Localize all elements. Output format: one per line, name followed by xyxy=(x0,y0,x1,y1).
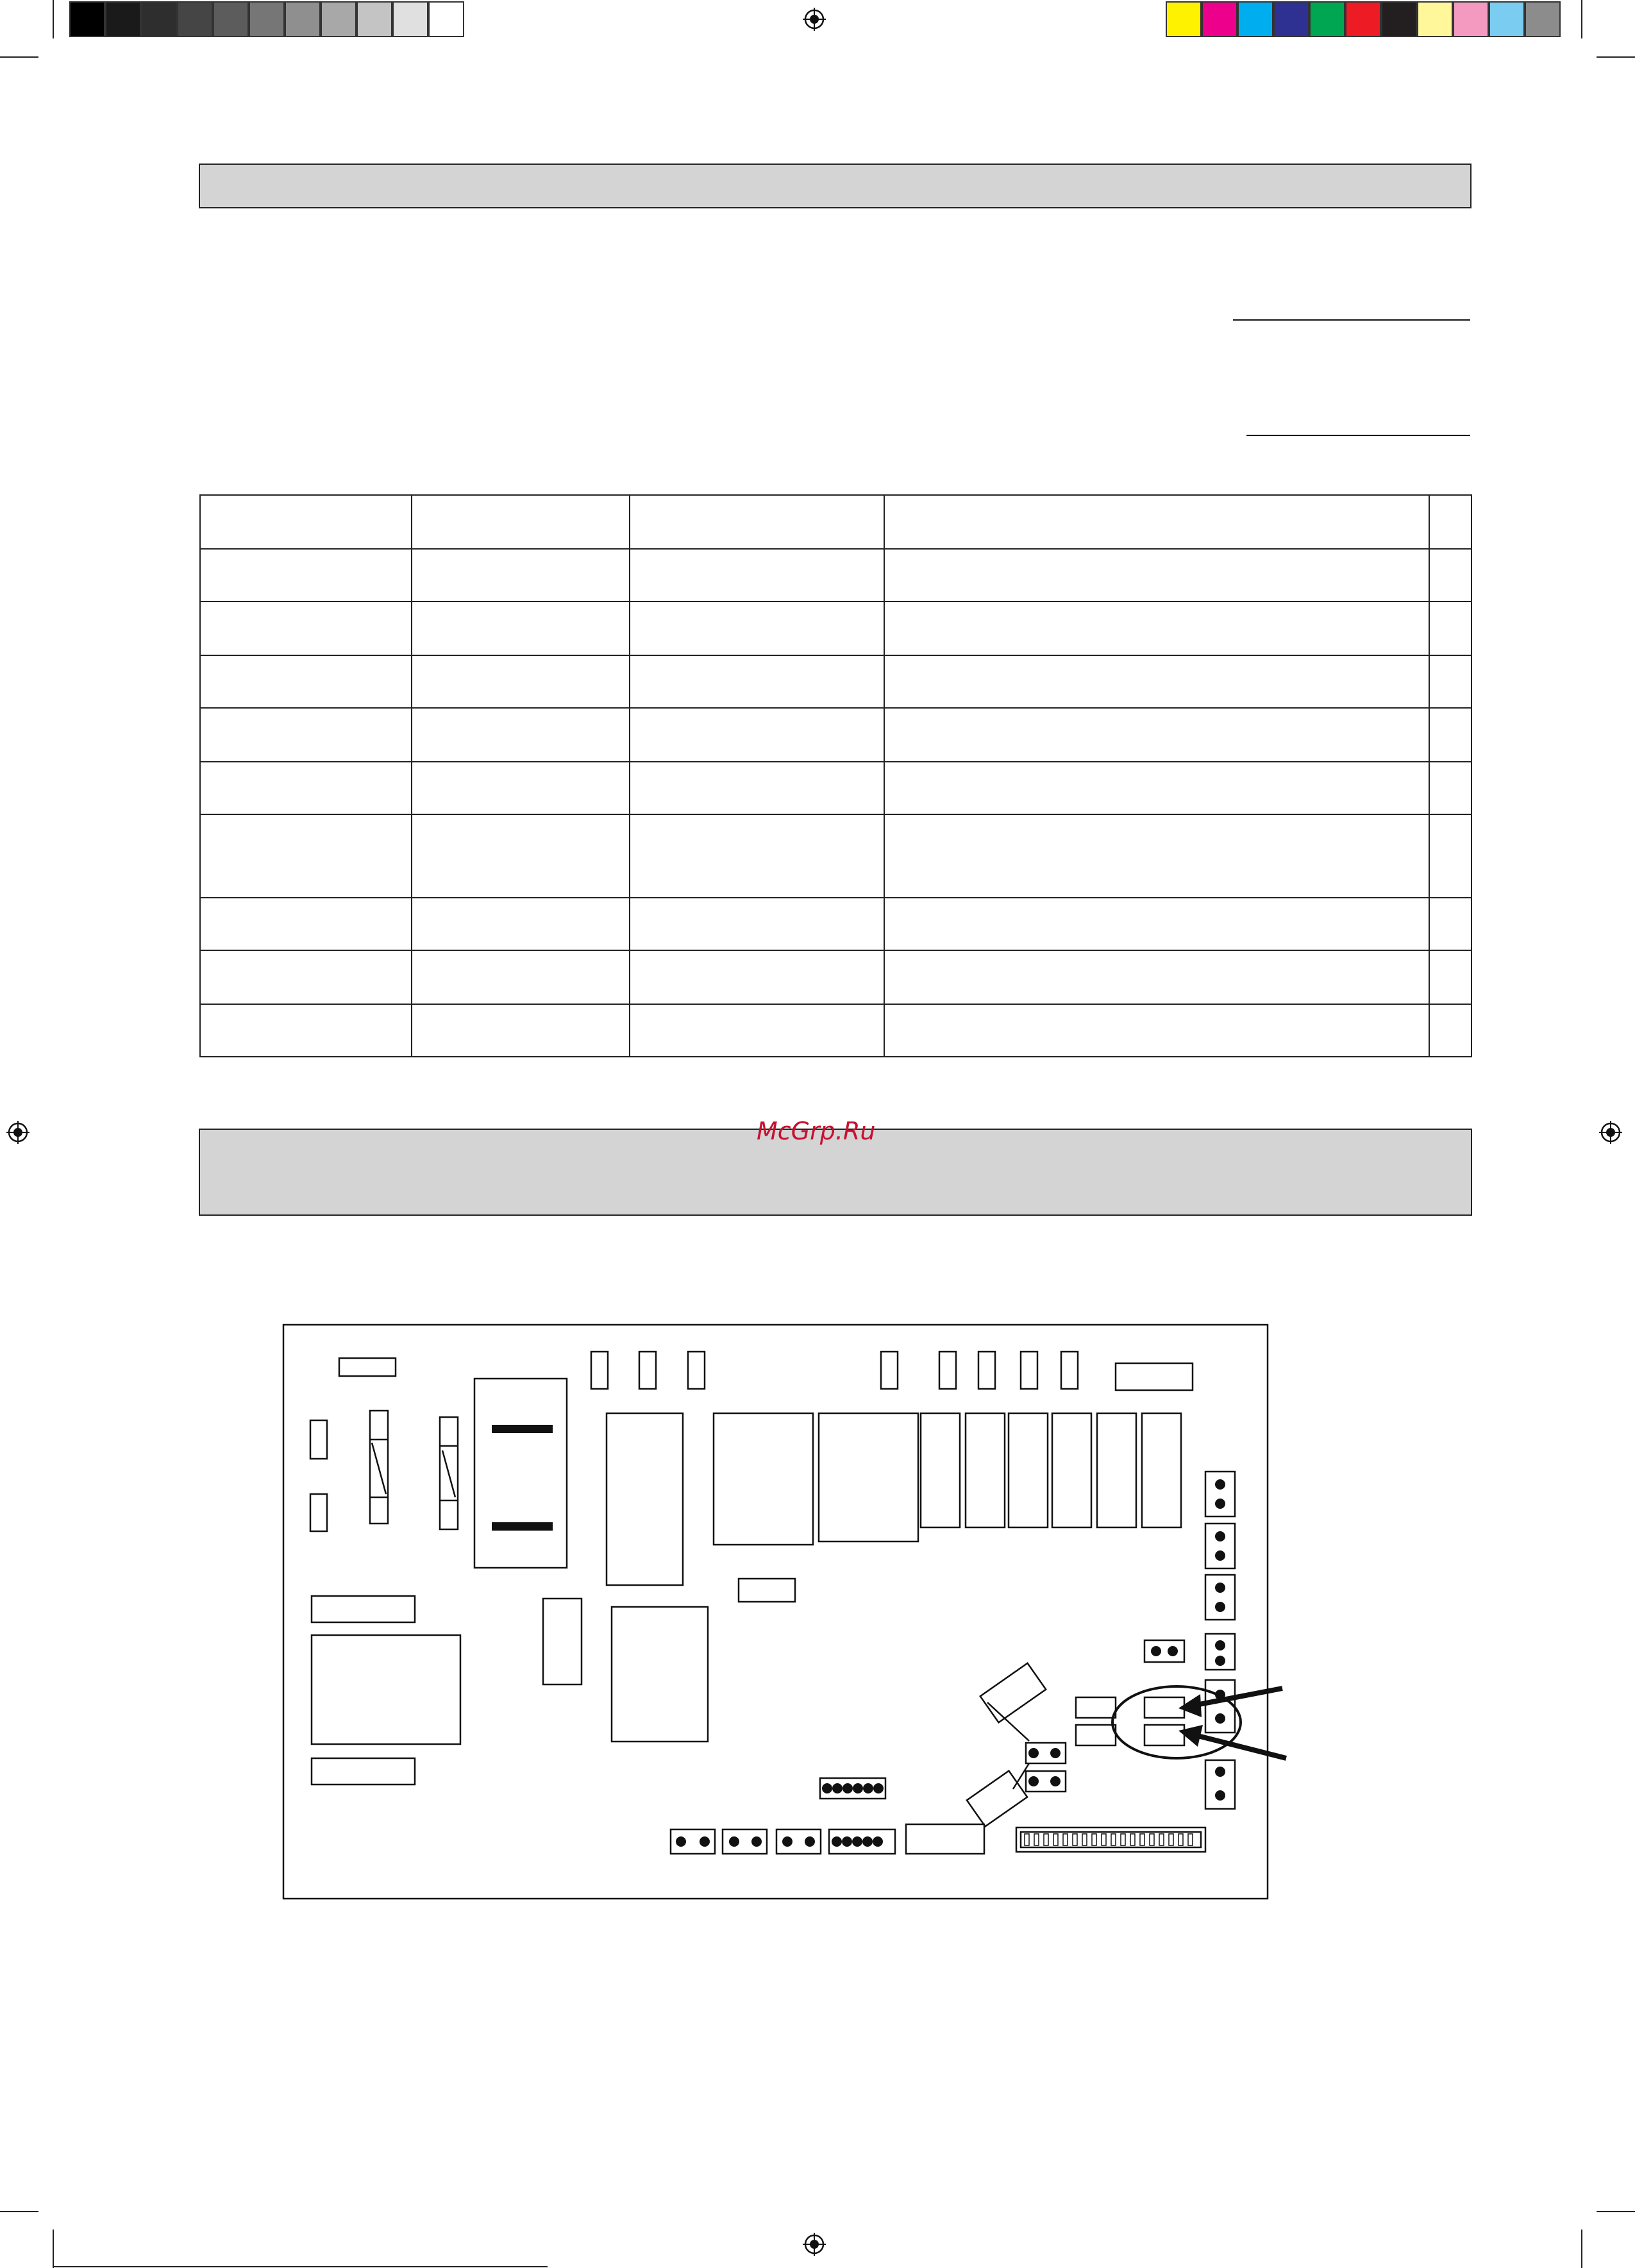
connector-pin-dot xyxy=(852,1836,862,1847)
pcb-connector xyxy=(1205,1575,1235,1620)
pcb-component xyxy=(1097,1413,1136,1527)
connector-pin-dot xyxy=(1215,1767,1225,1777)
header-pin xyxy=(1073,1834,1077,1845)
pcb-component xyxy=(714,1413,813,1545)
watermark-text: McGrp.Ru xyxy=(757,1117,876,1145)
pcb-pin xyxy=(591,1352,608,1389)
pcb-pin xyxy=(1061,1352,1078,1389)
connector-pin-dot xyxy=(1215,1790,1225,1801)
pcb-component xyxy=(612,1607,708,1742)
header-pin xyxy=(1140,1834,1144,1845)
pcb-pin xyxy=(939,1352,956,1389)
connector-pin-dot xyxy=(832,1783,843,1793)
connector-pin-dot xyxy=(842,1836,852,1847)
pcb-connector xyxy=(1144,1640,1184,1662)
connector-pin-dot xyxy=(853,1783,863,1793)
pcb-pin xyxy=(1021,1352,1037,1389)
pcb-component xyxy=(607,1413,683,1585)
connector-pin-dot xyxy=(863,1783,873,1793)
connector-pin-dot xyxy=(1215,1656,1225,1666)
header-pin xyxy=(1044,1834,1048,1845)
header-pin xyxy=(1082,1834,1087,1845)
pcb-pin xyxy=(978,1352,995,1389)
pcb-component xyxy=(339,1358,396,1376)
pcb-component xyxy=(310,1494,327,1531)
connector-pin-dot xyxy=(1215,1640,1225,1651)
connector-pin-dot xyxy=(1215,1583,1225,1593)
pcb-component xyxy=(906,1824,984,1854)
connector-pin-dot xyxy=(1151,1646,1161,1656)
pcb-component xyxy=(819,1413,918,1541)
pcb-component xyxy=(1116,1363,1193,1390)
connector-pin-dot xyxy=(782,1836,792,1847)
pcb-component xyxy=(312,1596,415,1622)
pcb-component xyxy=(966,1413,1005,1527)
pcb-component xyxy=(1142,1413,1181,1527)
header-pin xyxy=(1025,1834,1029,1845)
connector-pin-dot xyxy=(751,1836,762,1847)
pcb-connector xyxy=(1076,1697,1116,1718)
connector-pin-dot xyxy=(1215,1479,1225,1490)
pcb-pin xyxy=(688,1352,705,1389)
pcb-component xyxy=(1009,1413,1048,1527)
connector-pin-dot xyxy=(1168,1646,1178,1656)
pcb-pin xyxy=(639,1352,656,1389)
connector-pin-dot xyxy=(1028,1776,1039,1786)
header-pin xyxy=(1034,1834,1039,1845)
relay-bar xyxy=(492,1522,553,1531)
pcb-component xyxy=(921,1413,960,1527)
pcb-connector xyxy=(1076,1725,1116,1745)
relay-bar xyxy=(492,1425,553,1433)
connector-pin-dot xyxy=(729,1836,739,1847)
pcb-transformer xyxy=(312,1635,460,1744)
pcb-connector xyxy=(1144,1725,1184,1745)
pcb-relay xyxy=(474,1379,567,1568)
header-pin xyxy=(1063,1834,1068,1845)
pcb-pin xyxy=(881,1352,898,1389)
header-pin xyxy=(1159,1834,1164,1845)
header-pin xyxy=(1169,1834,1173,1845)
pcb-board-outline xyxy=(283,1325,1268,1899)
pcb-component xyxy=(312,1758,415,1785)
pcb-connector xyxy=(1205,1680,1235,1733)
connector-pin-dot xyxy=(676,1836,686,1847)
connector-pin-dot xyxy=(1215,1550,1225,1561)
header-pin xyxy=(1178,1834,1183,1845)
connector-pin-dot xyxy=(1050,1748,1061,1758)
header-pin xyxy=(1092,1834,1096,1845)
connector-pin-dot xyxy=(1215,1602,1225,1612)
connector-pin-dot xyxy=(1215,1499,1225,1509)
pcb-connector xyxy=(1205,1524,1235,1568)
connector-pin-dot xyxy=(843,1783,853,1793)
connector-pin-dot xyxy=(873,1783,884,1793)
connector-pin-dot xyxy=(1050,1776,1061,1786)
connector-pin-dot xyxy=(873,1836,883,1847)
pcb-component xyxy=(543,1599,582,1684)
header-pin xyxy=(1188,1834,1193,1845)
pcb-component xyxy=(1052,1413,1091,1527)
arrow-pointer-icon xyxy=(1178,1688,1286,1758)
pcb-connector xyxy=(1205,1472,1235,1516)
connector-pin-dot xyxy=(1215,1713,1225,1724)
header-pin xyxy=(1130,1834,1135,1845)
header-pin xyxy=(1111,1834,1116,1845)
connector-pin-dot xyxy=(700,1836,710,1847)
connector-pin-dot xyxy=(805,1836,815,1847)
pcb-component xyxy=(310,1420,327,1459)
connector-pin-dot xyxy=(862,1836,873,1847)
header-pin xyxy=(1053,1834,1058,1845)
header-pin xyxy=(1121,1834,1125,1845)
connector-pin-dot xyxy=(1028,1748,1039,1758)
header-pin xyxy=(1150,1834,1154,1845)
connector-pin-dot xyxy=(822,1783,832,1793)
header-pin xyxy=(1102,1834,1106,1845)
connector-pin-dot xyxy=(832,1836,842,1847)
pcb-connector xyxy=(1144,1697,1184,1718)
connector-pin-dot xyxy=(1215,1531,1225,1541)
pcb-component xyxy=(739,1579,795,1602)
